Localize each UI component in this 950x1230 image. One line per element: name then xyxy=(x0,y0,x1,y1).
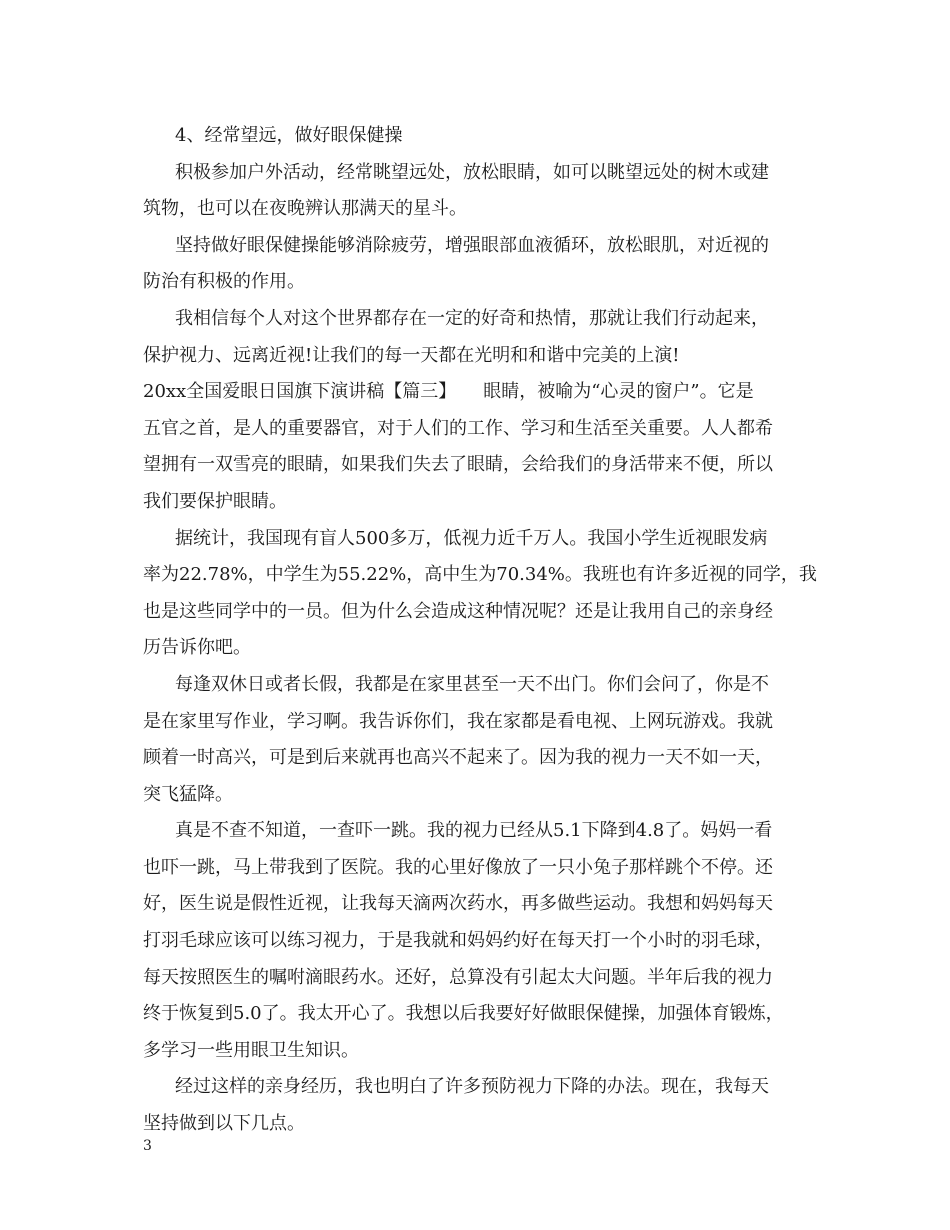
text-line: 经过这样的亲身经历，我也明白了许多预防视力下降的办法。现在，我每天 xyxy=(175,1076,769,1098)
text-line: 坚持做好眼保健操能够消除疲劳，增强眼部血液循环，放松眼肌，对近视的 xyxy=(175,234,769,256)
text-line: 每逢双休日或者长假，我都是在家里甚至一天不出门。你们会问了，你是不 xyxy=(175,673,769,695)
text-line: 据统计，我国现有盲人500多万，低视力近千万人。我国小学生近视眼发病 xyxy=(175,527,768,549)
section-heading-line: 20xx全国爱眼日国旗下演讲稿【篇三】 眼睛，被喻为“心灵的窗户”。它是 xyxy=(143,381,754,403)
text-line: 防治有积极的作用。 xyxy=(143,271,305,293)
text-line: 也吓一跳，马上带我到了医院。我的心里好像放了一只小兔子那样跳个不停。还 xyxy=(143,856,773,878)
text-line: 率为22.78%，中学生为55.22%，高中生为70.34%。我班也有许多近视的同学，我 xyxy=(143,564,817,586)
body-text xyxy=(143,118,823,1143)
text-line: 多学习一些用眼卫生知识。 xyxy=(143,1039,359,1061)
text-line: 筑物，也可以在夜晚辨认那满天的星斗。 xyxy=(143,198,467,220)
text-line: 每天按照医生的嘱咐滴眼药水。还好，总算没有引起太大问题。半年后我的视力 xyxy=(143,966,773,988)
text-line: 我们要保护眼睛。 xyxy=(143,490,287,512)
text-line: 终于恢复到5.0了。我太开心了。我想以后我要好好做眼保健操，加强体育锻炼， xyxy=(143,1003,784,1025)
text-line: 我相信每个人对这个世界都存在一定的好奇和热情，那就让我们行动起来， xyxy=(175,307,769,329)
text-line: 好，医生说是假性近视，让我每天滴两次药水，再多做些运动。我想和妈妈每天 xyxy=(143,893,773,915)
text-line: 坚持做到以下几点。 xyxy=(143,1113,305,1135)
text-line: 顾着一时高兴，可是到后来就再也高兴不起来了。因为我的视力一天不如一天， xyxy=(143,747,773,769)
text-line: 是在家里写作业，学习啊。我告诉你们，我在家都是看电视、上网玩游戏。我就 xyxy=(143,710,773,732)
text-line: 真是不查不知道，一查吓一跳。我的视力已经从5.1下降到4.8了。妈妈一看 xyxy=(175,820,773,842)
text-line: 保护视力、远离近视!让我们的每一天都在光明和和谐中完美的上演! xyxy=(143,344,680,366)
text-line: 五官之首，是人的重要器官，对于人们的工作、学习和生活至关重要。人人都希 xyxy=(143,417,773,439)
text-line: 突飞猛降。 xyxy=(143,783,233,805)
text-line: 积极参加户外活动，经常眺望远处，放松眼睛，如可以眺望远处的树木或建 xyxy=(175,161,769,183)
text-line: 打羽毛球应该可以练习视力，于是我就和妈妈约好在每天打一个小时的羽毛球， xyxy=(143,930,773,952)
text-line: 望拥有一双雪亮的眼睛，如果我们失去了眼睛，会给我们的身活带来不便，所以 xyxy=(143,454,773,476)
text-line: 4、经常望远，做好眼保健操 xyxy=(175,125,403,146)
page-number: 3 xyxy=(143,1138,152,1154)
text-line: 历告诉你吧。 xyxy=(143,637,251,659)
text-line: 也是这些同学中的一员。但为什么会造成这种情况呢？还是让我用自己的亲身经 xyxy=(143,600,773,622)
